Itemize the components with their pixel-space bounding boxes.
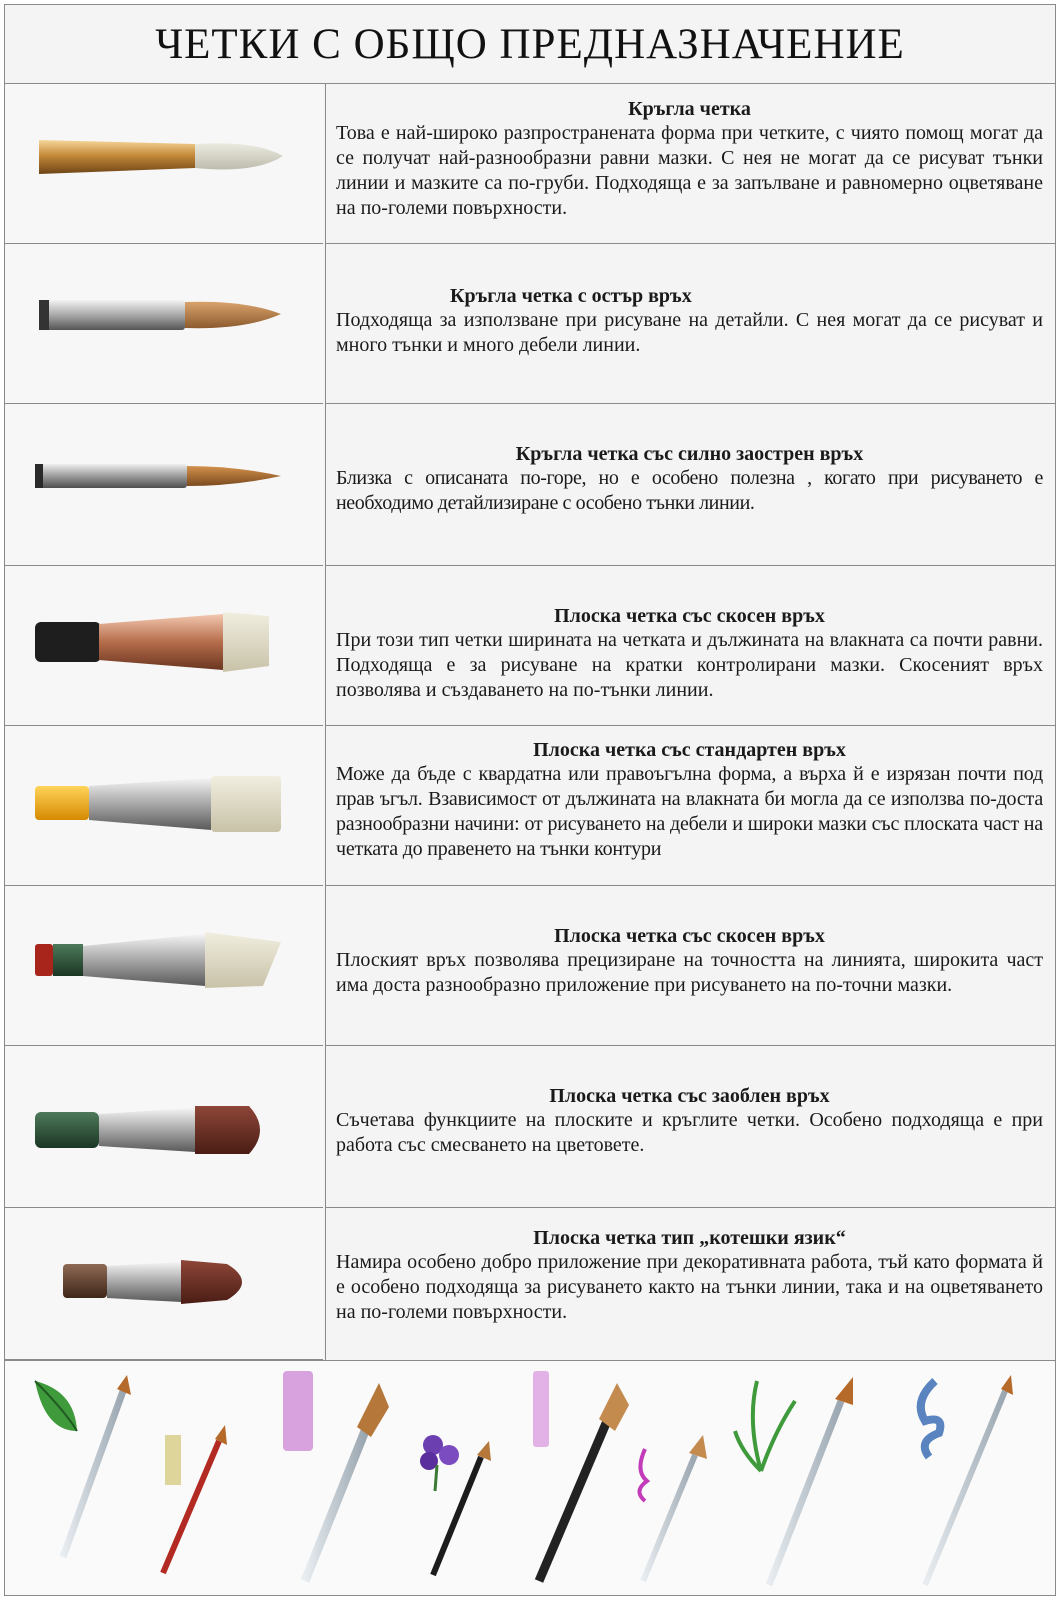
brush-heading: Кръгла четка [628, 98, 751, 120]
brush-description: При този тип четки ширината на четката и дължината на влакната са почти равни. Подходяща е за рисуване на кратки контролирани мазки. Скосеният връх позволява и създаването на по-тънки линии. [336, 629, 1043, 701]
brush-heading: Плоска четка тип „котешки язик“ [533, 1227, 846, 1249]
brush-row-1 [325, 84, 1055, 244]
brush-row-8 [325, 1208, 1055, 1360]
brush-row-6 [325, 886, 1055, 1046]
flat-standard-brush-icon [5, 726, 323, 886]
brush-description: Намира особено добро приложение при декоративната работа, тъй като формата й е особено подходяща за рисуването както на тънки линии, така и на оцветяването на по-големи повърхности. [336, 1251, 1043, 1323]
brush-image-flat-standard [5, 726, 323, 886]
brush-image-filbert [5, 1046, 323, 1208]
brush-heading: Плоска четка със скосен връх [554, 925, 825, 947]
brush-description: Подходяща за използване при рисуване на детайли. С нея могат да се рисуват и много тънки и много дебели линии. [336, 309, 1043, 356]
brush-heading: Кръгла четка с остър връх [450, 285, 692, 307]
brush-description: Може да бъде с квардатна или правоъгълна форма, а върха й е изрязан почти под прав ъгъл. Взависимост от дължината на влакната би могла да се използва по-доста разнообразни начини: от рисуването на дебели и широки мазки със плоската част на четката до правенето на тънки контури [336, 763, 1043, 860]
round-brush-icon [5, 84, 323, 244]
brush-heading: Кръгла четка със силно заострен връх [515, 443, 864, 465]
pointed-brush-icon [5, 244, 323, 404]
poster-sheet [4, 4, 1056, 1596]
brush-description: Близка с описаната по-горе, но е особено полезна , когато при рисуването е необходимо детайлизиране с особено тънки линии. [336, 467, 1043, 514]
cats-tongue-brush-icon [5, 1208, 323, 1360]
brush-image-cats-tongue [5, 1208, 323, 1360]
brush-row-5 [325, 726, 1055, 886]
brush-description: Това е най-широко разпространената форма при четките, с чиято помощ могат да се получат най-разнообразни равни мазки. С нея не могат да се рисуват тънки линии и мазките са по-груби. Подходяща е за запълване и равномерно оцветяване на по-големи повърхности. [336, 122, 1043, 219]
page-title: ЧЕТКИ С ОБЩО ПРЕДНАЗНАЧЕНИЕ [5, 5, 1055, 84]
brush-image-flat-angled-2 [5, 886, 323, 1046]
brush-image-sharp [5, 404, 323, 566]
brush-strokes-icon [5, 1361, 1055, 1595]
brush-heading: Плоска четка със стандартен връх [533, 739, 846, 761]
brush-description: Плоският връх позволява прецизиране на точността на линията, широкита част има доста разнообразно приложение при рисуването на по-точни мазки. [336, 949, 1043, 996]
brush-row-2 [325, 244, 1055, 404]
flat-angled-brush-2-icon [5, 886, 323, 1046]
brush-row-3 [325, 404, 1055, 566]
flat-angled-brush-icon [5, 566, 323, 726]
brush-description: Съчетава функциите на плоските и кръглите четки. Особено подходяща е при работа със смесването на цветовете. [336, 1109, 1043, 1156]
sharp-brush-icon [5, 404, 323, 566]
brush-image-flat-angled [5, 566, 323, 726]
brush-strokes-illustration [5, 1361, 1055, 1595]
brush-image-round [5, 84, 323, 244]
brush-heading: Плоска четка със скосен връх [554, 605, 825, 627]
brush-row-4 [325, 566, 1055, 726]
brush-heading: Плоска четка със заоблен връх [549, 1085, 830, 1107]
brush-image-round-pointed [5, 244, 323, 404]
brush-row-7 [325, 1046, 1055, 1208]
filbert-brush-icon [5, 1046, 323, 1208]
